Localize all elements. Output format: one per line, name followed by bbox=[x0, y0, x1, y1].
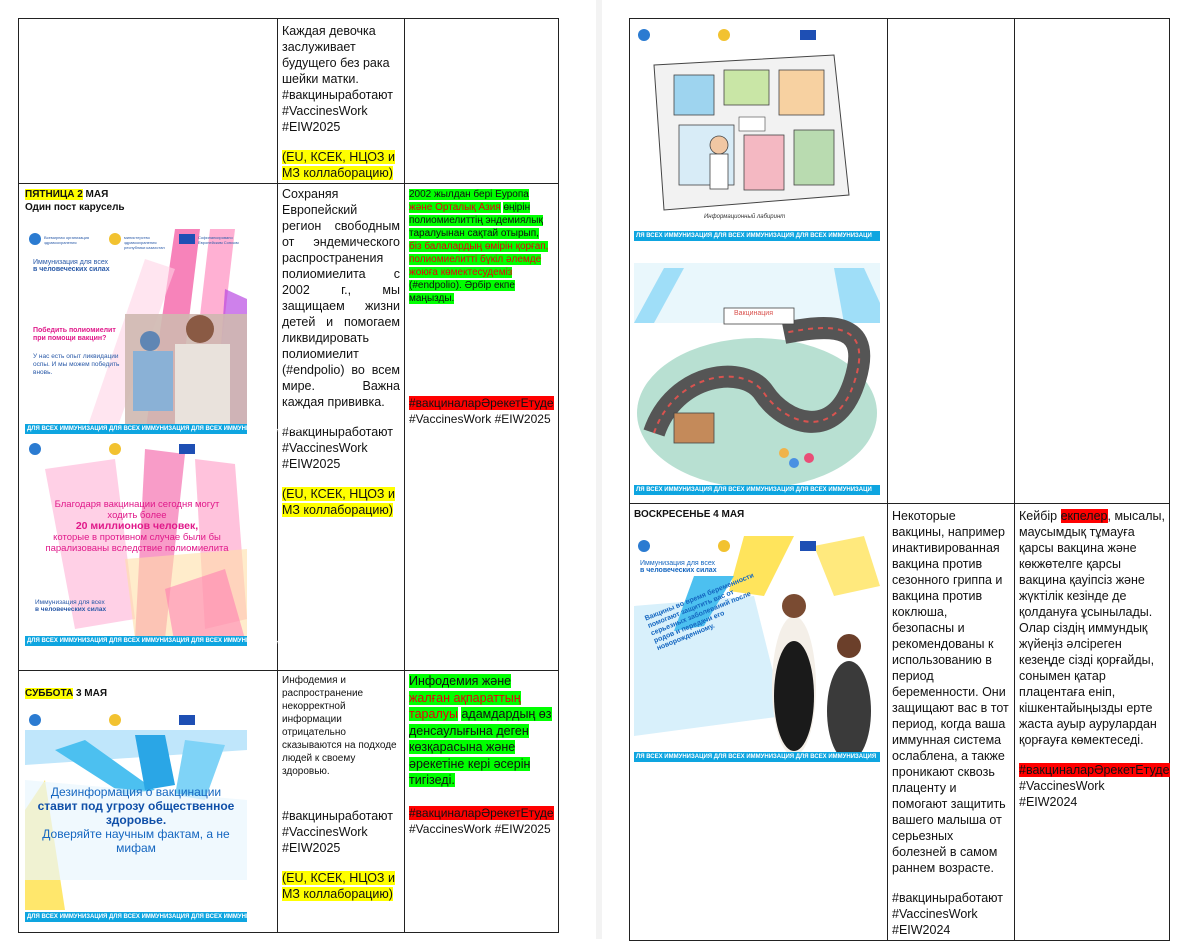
card-title: Иммунизация для всех в человеческих силах bbox=[640, 560, 717, 574]
card-footer-banner: ЛЯ ВСЕХ ИММУНИЗАЦИЯ ДЛЯ ВСЕХ ИММУНИЗАЦИЯ ДЛЯ ВСЕХ ИММУНИЗАЦИ bbox=[634, 485, 880, 495]
kz-post-text: Кейбір екпелер, мысалы, маусымдық тұмауға қарсы вакцина және көкжөтелге қарсы вакцина қауіпсіз және жүктілік кезінде де қолдануға ұсынылады. Олар сіздің иммундық жүйеңіз әлсіреген кезеңде сізді қорғайды, сонымен қатар плацентаға еніп, кішкентайыңызды ерте жаста ауыр аурулардан қорғауға көмектеседі. bbox=[1019, 509, 1165, 747]
content-plan-table-left bbox=[18, 18, 559, 933]
table-row bbox=[19, 671, 559, 933]
kz-hashtags: #вакциналарӘрекетЕтуде #VaccinesWork #EIW2024 bbox=[1019, 763, 1170, 809]
content-plan-table-right bbox=[629, 18, 1170, 941]
card-message: Благодаря вакцинации сегодня могут ходить более 20 миллионов человек, которые в противном случае были бы парализованы вследствие полиомиелита bbox=[45, 499, 229, 554]
card-footer-banner: ЛЯ ВСЕХ ИММУНИЗАЦИЯ ДЛЯ ВСЕХ ИММУНИЗАЦИЯ ДЛЯ ВСЕХ ИММУНИЗАЦИЯ bbox=[634, 752, 880, 762]
ru-post-text: Каждая девочка заслуживает будущего без рака шейки матки. bbox=[282, 24, 390, 86]
cartoon-caption: Информационный лабиринт bbox=[704, 214, 786, 220]
kz-text-cell bbox=[405, 19, 559, 184]
road-illustration bbox=[634, 263, 880, 495]
kz-text-cell bbox=[405, 184, 559, 671]
collab-note: (EU, КСЕК, НЦОЗ и МЗ коллаборацию) bbox=[282, 871, 395, 901]
kz-hashtags: #вакциналарӘрекетЕтуде #VaccinesWork #EIW2025 bbox=[409, 396, 554, 426]
kz-hashtags: #вакциналарӘрекетЕтуде #VaccinesWork #EIW2025 bbox=[409, 805, 554, 836]
table-row bbox=[630, 19, 1170, 504]
kz-text-cell bbox=[405, 671, 559, 933]
card-footer-banner: ЛЯ ВСЕХ ИММУНИЗАЦИЯ ДЛЯ ВСЕХ ИММУНИЗАЦИЯ ДЛЯ ВСЕХ ИММУНИЗАЦИ bbox=[634, 231, 880, 241]
eu-flag-icon bbox=[179, 715, 195, 725]
post-type-label: Один пост карусель bbox=[25, 202, 125, 213]
card-footer-banner: ДЛЯ ВСЕХ ИММУНИЗАЦИЯ ДЛЯ ВСЕХ ИММУНИЗАЦИЯ ДЛЯ ВСЕХ ИММУНИЗАЦИЯ bbox=[27, 914, 272, 920]
partner-logos bbox=[638, 540, 876, 554]
card-footer-banner: ДЛЯ ВСЕХ ИММУНИЗАЦИЯ ДЛЯ ВСЕХ ИММУНИЗАЦИЯ ДЛЯ ВСЕХ ИММУНИЗАЦИЯ ДЛЯ ВСЕХ bbox=[27, 638, 304, 644]
image-cell bbox=[630, 504, 888, 941]
card-slanted-message: Вакцины во время беременности помогают защитить вас от серьезных заболеваний после родов и передачи его новорожденному. bbox=[644, 572, 755, 653]
ru-text-cell bbox=[278, 19, 405, 184]
card-footer-banner: ДЛЯ ВСЕХ ИММУНИЗАЦИЯ ДЛЯ ВСЕХ ИММУНИЗАЦИЯ ДЛЯ ВСЕХ ИММУНИЗАЦИЯ ДЛЯ ВСЕХ bbox=[27, 426, 304, 432]
road-banner: Вакцинация bbox=[734, 310, 774, 317]
labyrinth-illustration bbox=[634, 25, 880, 241]
day-heading: ПЯТНИЦА 2 МАЯ bbox=[25, 189, 109, 200]
ru-hashtags: #вакциныработают #VaccinesWork #EIW2025 bbox=[282, 809, 394, 855]
image-cell bbox=[19, 671, 278, 933]
carousel-card-polio-1 bbox=[25, 229, 304, 434]
image-cell bbox=[19, 19, 278, 184]
card-question: Победить полиомиелит при помощи вакцин? bbox=[33, 327, 116, 342]
carousel-card-polio-2 bbox=[25, 439, 304, 646]
ru-post-text: Сохраняя Европейский регион свободным от эндемического распространения полиомиелита с 2002 г., мы защищаем жизни детей и помогаем ликвидировать полиомиелит (#endpolio) во всем мире. Важна каждая прививка. bbox=[282, 187, 400, 409]
who-logo-icon bbox=[29, 233, 41, 245]
collab-note: (EU, КСЕК, НЦОЗ и МЗ коллаборацию) bbox=[282, 487, 395, 517]
kz-text-cell bbox=[1015, 19, 1170, 504]
cartoon-labyrinth bbox=[634, 25, 880, 241]
eu-flag-icon bbox=[800, 541, 816, 551]
ru-text-cell bbox=[888, 504, 1015, 941]
table-row bbox=[19, 184, 559, 671]
kz-ministry-logo-icon bbox=[109, 443, 121, 455]
card-tagline: Иммунизация для всех в человеческих силах bbox=[35, 599, 107, 613]
page-gap bbox=[596, 0, 602, 939]
ru-post-text: Инфодемия и распространение некорректной информации отрицательно сказываются на подходе людей к своему здоровью. bbox=[282, 675, 397, 777]
partner-logos bbox=[29, 443, 243, 457]
partner-logos: Всемирная организация здравоохранения министерство здравоохранения республики казахстан Софинансировано Европейским Союзом bbox=[29, 233, 243, 247]
ru-hashtags: #вакциныработают #VaccinesWork #EIW2025 bbox=[282, 425, 394, 471]
pregnancy-vaccination-card bbox=[634, 536, 880, 762]
who-logo-icon bbox=[29, 443, 41, 455]
card-message: Дезинформация о вакцинации ставит под угрозу общественное здоровье. Доверяйте научным фактам, а не мифам bbox=[37, 785, 235, 855]
cartoon-vaccination-road bbox=[634, 263, 880, 495]
kz-post-text: Инфодемия және жалған ақпараттың таралуы адамдардың өз денсаулығына деген көзқарасына және әрекетіне кері әсерін тигізеді. bbox=[409, 674, 552, 787]
kz-ministry-logo-icon bbox=[718, 540, 730, 552]
card-body: У нас есть опыт ликвидации оспы. И мы можем победить вновь. bbox=[33, 353, 120, 376]
partner-logos bbox=[29, 714, 243, 728]
ru-hashtags: #вакциныработают #VaccinesWork #EIW2024 bbox=[892, 891, 1004, 937]
collab-note: (EU, КСЕК, НЦОЗ и МЗ коллаборацию) bbox=[282, 150, 395, 180]
misinformation-card bbox=[25, 710, 272, 922]
day-heading: СУББОТА 3 МАЯ bbox=[25, 688, 108, 699]
who-logo-icon bbox=[29, 714, 41, 726]
card-title: Иммунизация для всех в человеческих силах bbox=[33, 259, 110, 273]
day-heading: ВОСКРЕСЕНЬЕ 4 МАЯ bbox=[634, 509, 745, 520]
image-cell bbox=[630, 19, 888, 504]
table-row bbox=[630, 504, 1170, 941]
kz-ministry-logo-icon bbox=[109, 714, 121, 726]
kz-post-text: 2002 жылдан бері Еуропа және Орталық Азия өңірін полиомиелиттің эндемиялық таралуынан сақтай отырып, біз балалардың өмірін қорғап, полиомиелитті бүкіл әлемде жоюға көмектесудеміз (#endpolio). Әрбір екпе маңызды. bbox=[409, 189, 549, 304]
kz-text-cell bbox=[1015, 504, 1170, 941]
ru-hashtags: #вакциныработают #VaccinesWork #EIW2025 bbox=[282, 88, 394, 134]
image-cell bbox=[19, 184, 304, 671]
kz-ministry-logo-icon bbox=[109, 233, 121, 245]
ru-text-cell bbox=[888, 19, 1015, 504]
ru-text-cell bbox=[278, 671, 405, 933]
eu-flag-icon bbox=[179, 234, 195, 244]
eu-flag-icon bbox=[179, 444, 195, 454]
who-logo-icon bbox=[638, 540, 650, 552]
table-row bbox=[19, 19, 559, 184]
ru-post-text: Некоторые вакцины, например инактивированная вакцина против сезонного гриппа и вакцина против коклюша, безопасны и рекомендованы к использованию в период беременности. Они защищают вас в тот период, когда ваша иммунная система ослаблена, а также проникают сквозь плаценту и помогают защитить вашего малыша от серьезных болезней в самом раннем возрасте. bbox=[892, 509, 1009, 875]
